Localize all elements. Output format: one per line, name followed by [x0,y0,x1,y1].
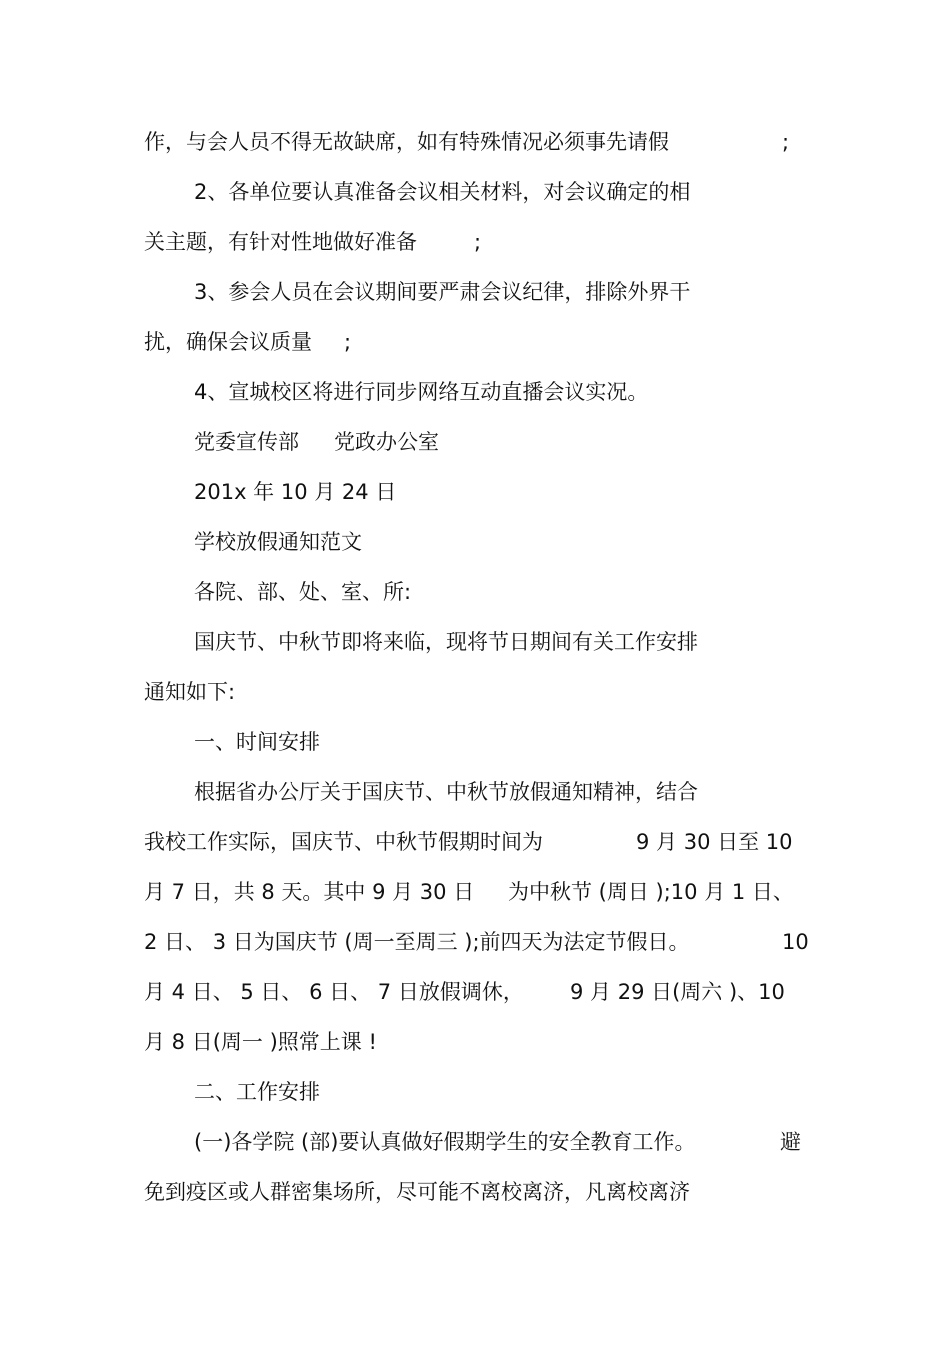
text-segment: 9 月 29 日(周六 )、10 [570,980,785,1004]
section-heading: 一、时间安排 [194,730,320,754]
text-segment: ; [474,230,482,254]
text-segment: 关主题，有针对性地做好准备 [144,230,417,254]
text-segment: 3、参会人员在会议期间要严肃会议纪律，排除外界干 [194,280,691,304]
text-segment: 作，与会人员不得无故缺席，如有特殊情况必须事先请假 [144,130,669,154]
text-segment: 学校放假通知范文 [194,530,362,554]
text-segment: 2 日、 3 日为国庆节 (周一至周三 );前四天为法定节假日。 [144,930,690,954]
text-segment: 10 [782,930,809,954]
text-segment: 国庆节、中秋节即将来临，现将节日期间有关工作安排 [194,630,698,654]
text-segment: 我校工作实际，国庆节、中秋节假期时间为 [144,830,543,854]
text-segment: 月 4 日、 5 日、 6 日、 7 日放假调休， [144,980,524,1004]
text-segment: 9 月 30 日至 10 [636,830,793,854]
text-segment: 2、各单位要认真准备会议相关材料，对会议确定的相 [194,180,691,204]
text-segment: 避 [780,1130,801,1154]
text-segment: 为中秋节 (周日 );10 月 1 日、 [508,880,794,904]
text-segment: 201x 年 10 月 24 日 [194,480,397,504]
text-segment: 各院、部、处、室、所: [194,580,412,604]
text-segment: (一)各学院 (部)要认真做好假期学生的安全教育工作。 [194,1130,696,1154]
text-segment: 4、宣城校区将进行同步网络互动直播会议实况。 [194,380,649,404]
text-line [144,678,236,762]
text-segment: 通知如下: [144,680,236,704]
text-segment: 月 8 日(周一 )照常上课 ! [144,1030,377,1054]
text-segment: 月 7 日，共 8 天。其中 9 月 30 日 [144,880,475,904]
section-heading: 二、工作安排 [194,1080,320,1104]
text-line [144,1178,690,1262]
text-segment: 根据省办公厅关于国庆节、中秋节放假通知精神，结合 [194,780,698,804]
text-segment: 扰，确保会议质量 [144,330,312,354]
text-segment: 免到疫区或人群密集场所，尽可能不离校离济，凡离校离济 [144,1180,690,1204]
text-segment: 党委宣传部 [194,430,299,454]
text-segment: ; [344,330,352,354]
text-segment: 党政办公室 [334,430,439,454]
text-line [144,328,352,440]
text-segment: ; [782,130,790,154]
